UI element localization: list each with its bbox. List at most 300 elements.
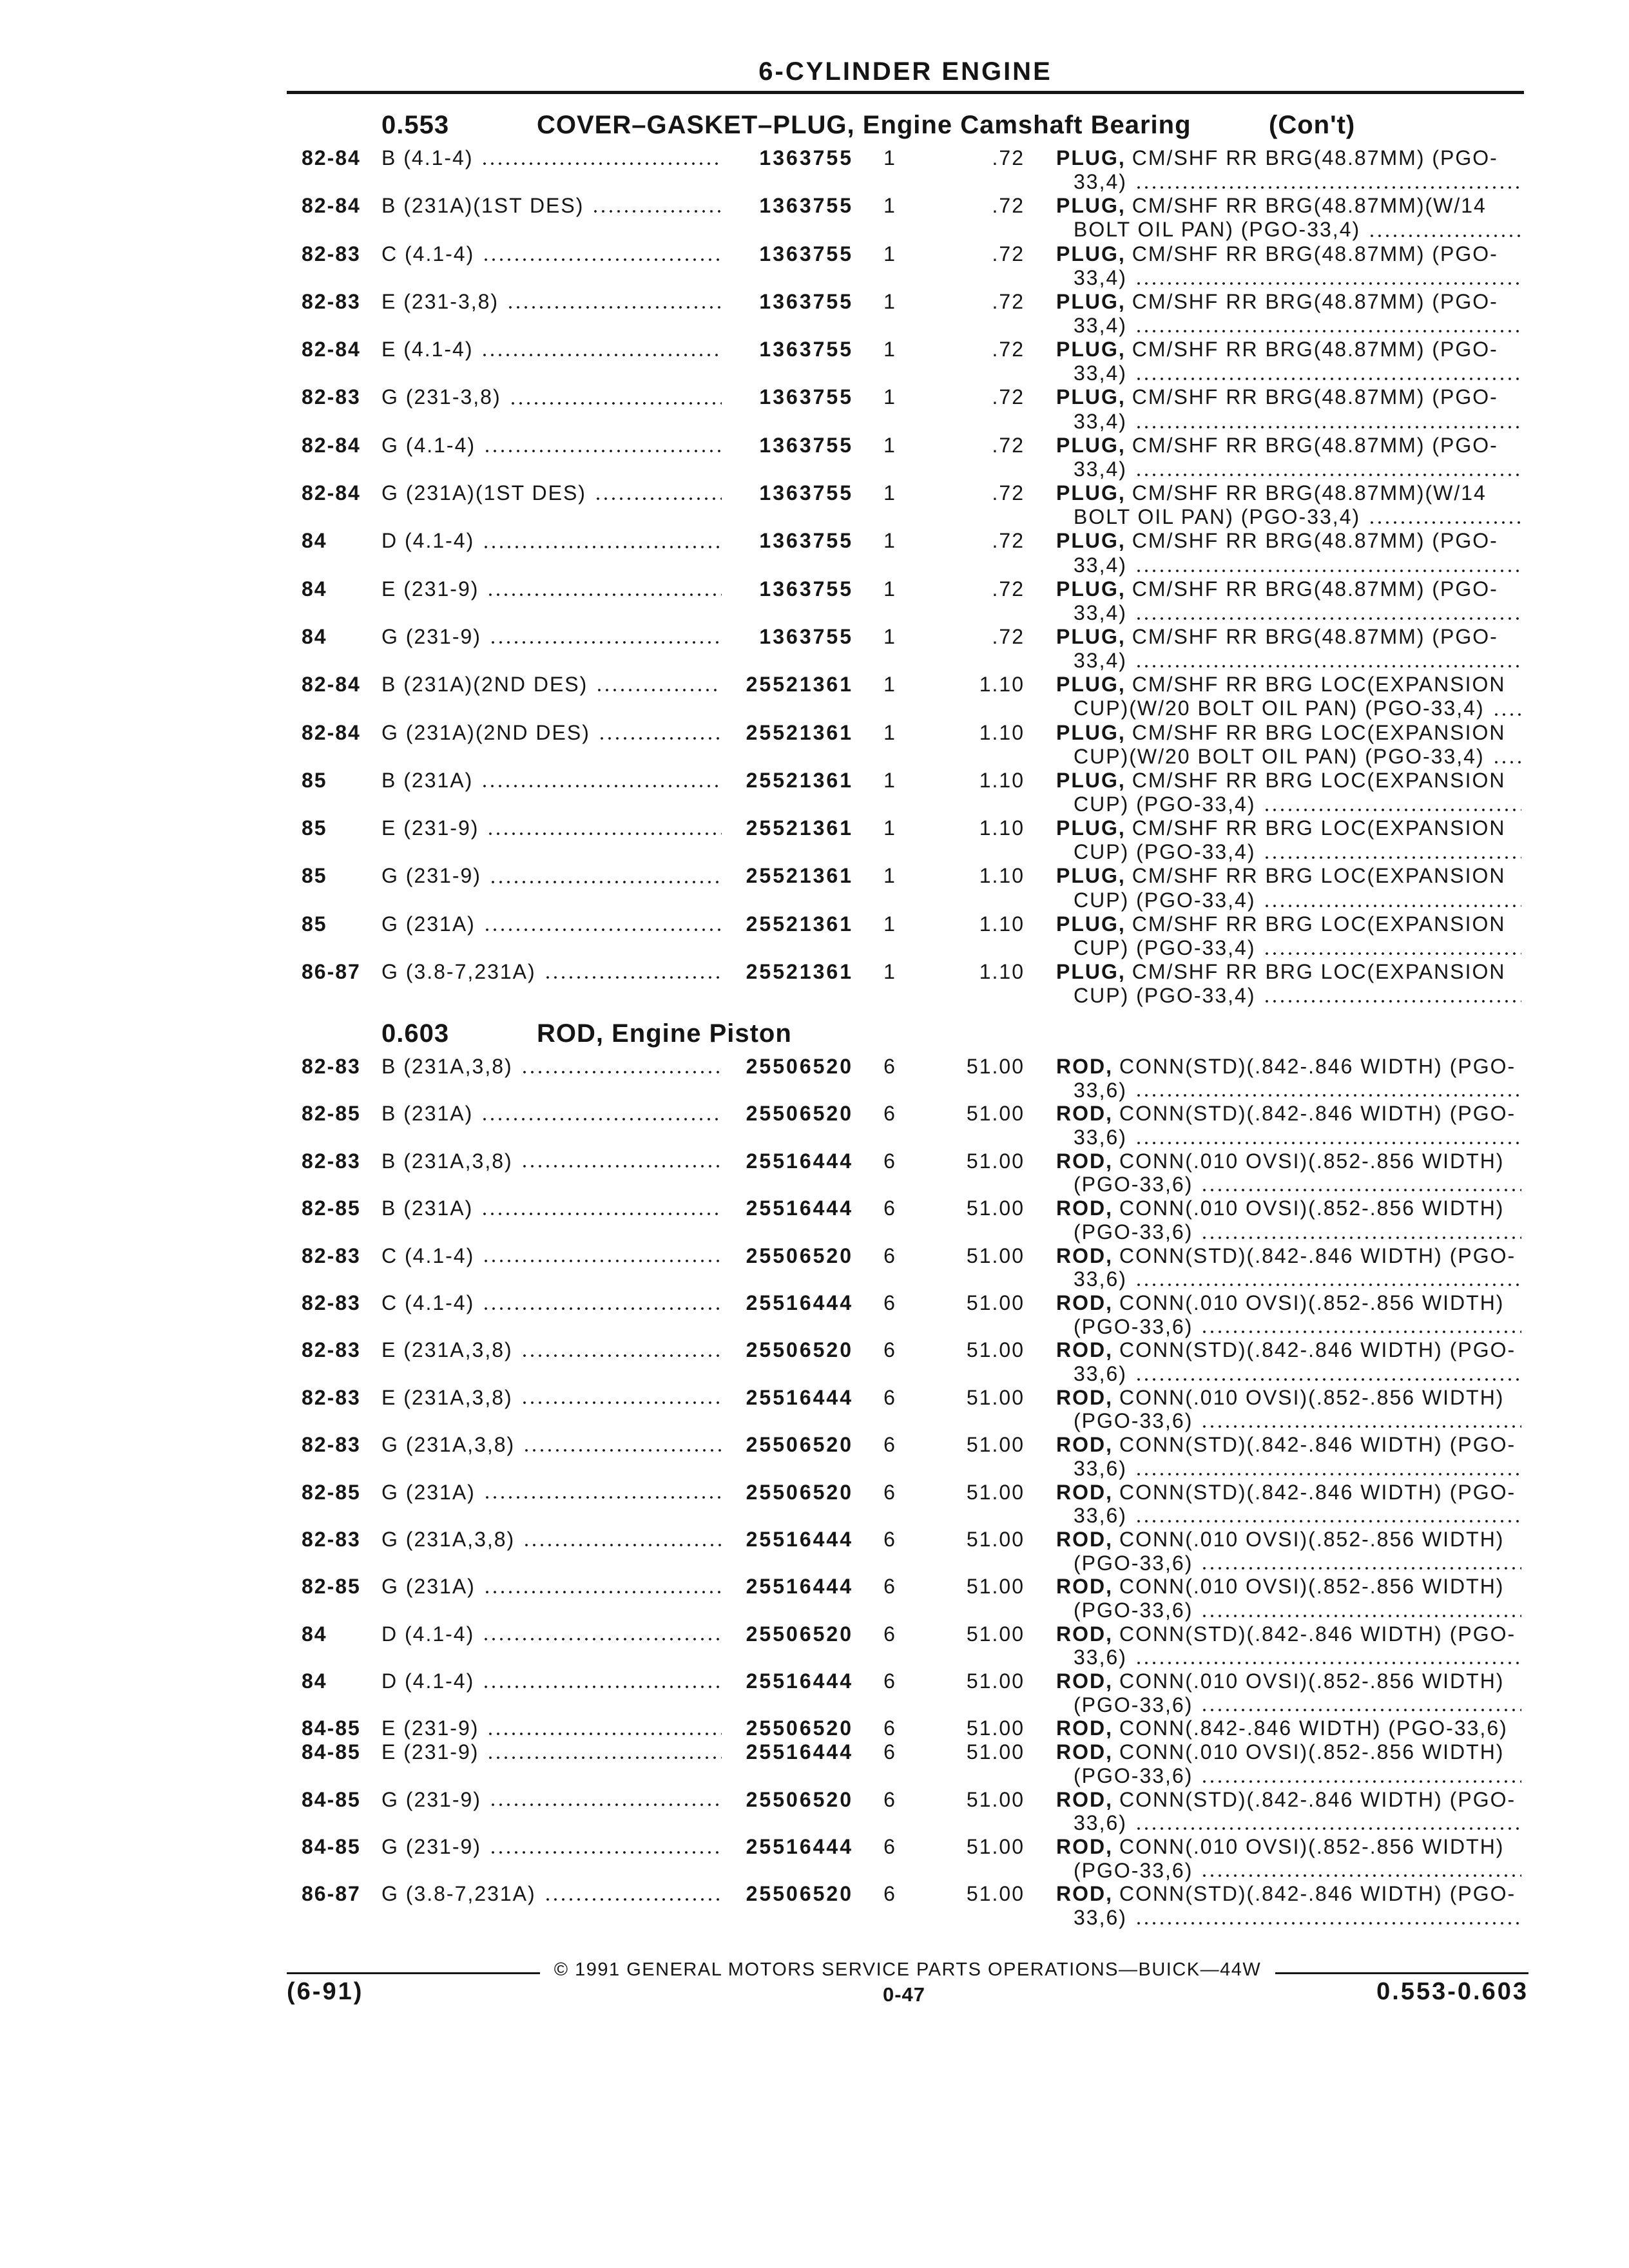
description-noun: PLUG, (1056, 194, 1126, 218)
description-line-2 (1056, 457, 1521, 481)
years-cell: 84 (302, 624, 327, 648)
table-row (0, 673, 1629, 720)
description-line-1 (1056, 1575, 1521, 1599)
model-cell (381, 1386, 722, 1410)
description-noun: PLUG, (1056, 529, 1126, 553)
model-cell (381, 1433, 722, 1457)
description (1056, 864, 1521, 912)
price: 51.00 (966, 1196, 1025, 1220)
description-noun: ROD, (1056, 1149, 1113, 1173)
description-text: CM/SHF RR BRG LOC(EXPANSION (1132, 768, 1506, 792)
dot-leader (1492, 713, 1521, 716)
description-continuation: (PGO-33,6) (1074, 1314, 1193, 1338)
description-line-1 (1056, 290, 1521, 314)
part-number: 25506520 (746, 1622, 853, 1646)
model-cell (381, 721, 722, 745)
description-noun: PLUG, (1056, 385, 1126, 409)
description-line-2 (1056, 1646, 1521, 1669)
dot-leader (1263, 904, 1521, 908)
model-text: B (231A)(2ND DES) (381, 673, 588, 697)
description (1056, 1740, 1521, 1787)
model-cell (381, 242, 722, 266)
model-text: B (231A) (381, 1102, 474, 1126)
table-row (0, 912, 1629, 960)
years-cell: 85 (302, 864, 327, 888)
model-text: E (231-9) (381, 816, 479, 840)
dot-leader (483, 1495, 722, 1499)
description-line-1 (1056, 1622, 1521, 1646)
table-row (0, 1102, 1629, 1149)
dot-leader (1135, 1283, 1521, 1287)
description-text: CM/SHF RR BRG(48.87MM) (PGO- (1132, 242, 1498, 265)
description-text: CM/SHF RR BRG(48.87MM) (PGO- (1132, 385, 1498, 409)
model-text: C (4.1-4) (381, 242, 475, 265)
description-noun: PLUG, (1056, 768, 1126, 792)
table-row (0, 1788, 1629, 1835)
description-text: CM/SHF RR BRG(48.87MM)(W/14 (1132, 481, 1487, 505)
price: 51.00 (966, 1716, 1025, 1740)
quantity: 6 (883, 1433, 896, 1457)
price: 1.10 (979, 673, 1025, 697)
part-number: 25521361 (746, 912, 853, 936)
years-cell: 84-85 (302, 1716, 361, 1740)
description-line-2 (1056, 793, 1521, 816)
description (1056, 1788, 1521, 1835)
table-row (0, 1740, 1629, 1787)
dot-leader (487, 593, 722, 597)
dot-leader (1492, 760, 1521, 764)
description-line-2 (1056, 1079, 1521, 1102)
table-row (0, 1149, 1629, 1196)
description-text: CM/SHF RR BRG LOC(EXPANSION (1132, 960, 1506, 984)
description-continuation: 33,4) (1074, 361, 1127, 385)
price: .72 (992, 624, 1025, 648)
description-text: CONN(STD)(.842-.846 WIDTH) (PGO- (1119, 1055, 1516, 1078)
description (1056, 1528, 1521, 1575)
description-text: CONN(STD)(.842-.846 WIDTH) (PGO- (1119, 1338, 1516, 1362)
table-row (0, 242, 1629, 290)
table-row (0, 146, 1629, 194)
dot-leader (487, 1756, 722, 1760)
table-row (0, 1622, 1629, 1669)
model-cell (381, 673, 722, 697)
description-noun: ROD, (1056, 1527, 1113, 1551)
table-row (0, 529, 1629, 577)
years-cell: 84 (302, 529, 327, 553)
years-cell: 82-84 (302, 338, 361, 361)
price: 51.00 (966, 1102, 1025, 1126)
model-cell (381, 1528, 722, 1552)
description-line-2 (1056, 1267, 1521, 1291)
description-noun: PLUG, (1056, 960, 1126, 984)
years-cell: 82-83 (302, 1527, 361, 1551)
dot-leader (1135, 329, 1521, 333)
description-continuation: (PGO-33,6) (1074, 1173, 1193, 1196)
dot-leader (482, 1307, 722, 1311)
model-text: E (231A,3,8) (381, 1385, 513, 1409)
model-cell (381, 1338, 722, 1362)
model-text: G (3.8-7,231A) (381, 1882, 536, 1906)
description-continuation: CUP)(W/20 BOLT OIL PAN) (PGO-33,4) (1074, 744, 1485, 768)
table-row (0, 1433, 1629, 1480)
model-text: G (231A) (381, 1575, 476, 1599)
quantity: 1 (883, 481, 896, 505)
dot-leader (1135, 282, 1521, 285)
description (1056, 1102, 1521, 1149)
dot-leader (1135, 569, 1521, 573)
description-text: CM/SHF RR BRG LOC(EXPANSION (1132, 912, 1506, 936)
part-number: 25516444 (746, 1575, 853, 1599)
dot-leader (521, 1354, 722, 1358)
description-continuation: 33,4) (1074, 601, 1127, 624)
quantity: 1 (883, 816, 896, 840)
price: 1.10 (979, 720, 1025, 744)
part-number: 25516444 (746, 1149, 853, 1173)
quantity: 1 (883, 289, 896, 313)
price: 51.00 (966, 1740, 1025, 1764)
model-cell (381, 434, 722, 457)
description-continuation: BOLT OIL PAN) (PGO-33,4) (1074, 505, 1361, 529)
description-line-1 (1056, 1338, 1521, 1362)
model-text: G (231A,3,8) (381, 1527, 516, 1551)
price: 51.00 (966, 1433, 1025, 1457)
model-cell (381, 481, 722, 505)
quantity: 6 (883, 1244, 896, 1267)
description-text: CONN(.010 OVSI)(.852-.856 WIDTH) (1119, 1291, 1505, 1314)
description-noun: PLUG, (1056, 624, 1126, 648)
dot-leader (1135, 1472, 1521, 1476)
price: 51.00 (966, 1055, 1025, 1078)
years-cell: 82-84 (302, 194, 361, 218)
model-cell (381, 625, 722, 649)
price: .72 (992, 289, 1025, 313)
quantity: 1 (883, 433, 896, 457)
description-line-1 (1056, 1716, 1521, 1740)
model-text: B (4.1-4) (381, 146, 474, 169)
dot-leader (481, 784, 722, 788)
price: .72 (992, 433, 1025, 457)
years-cell: 84 (302, 1669, 327, 1693)
price: 1.10 (979, 816, 1025, 840)
description-noun: PLUG, (1056, 577, 1126, 601)
copyright-notice: © 1991 GENERAL MOTORS SERVICE PARTS OPERATIONS—BUICK—44W (554, 1959, 1262, 1980)
footer-rule-right (1275, 1972, 1528, 1974)
description-continuation: (PGO-33,6) (1074, 1598, 1193, 1622)
description-text: CONN(.010 OVSI)(.852-.856 WIDTH) (1119, 1527, 1505, 1551)
description-noun: PLUG, (1056, 864, 1126, 888)
price: 51.00 (966, 1787, 1025, 1811)
description (1056, 625, 1521, 673)
description (1056, 1835, 1521, 1882)
years-cell: 82-84 (302, 720, 361, 744)
description (1056, 673, 1521, 720)
years-cell: 86-87 (302, 960, 361, 984)
model-cell (381, 577, 722, 601)
description-noun: ROD, (1056, 1196, 1113, 1220)
description-line-1 (1056, 1386, 1521, 1410)
model-cell (381, 1196, 722, 1220)
dot-leader (1200, 1874, 1521, 1878)
quantity: 1 (883, 338, 896, 361)
part-number: 25516444 (746, 1196, 853, 1220)
price: .72 (992, 481, 1025, 505)
model-cell (381, 912, 722, 936)
dot-leader (481, 1117, 722, 1121)
years-cell: 82-84 (302, 673, 361, 697)
quantity: 1 (883, 960, 896, 984)
description-noun: ROD, (1056, 1575, 1113, 1599)
description (1056, 1055, 1521, 1102)
description-line-2 (1056, 314, 1521, 338)
page-header-title: 6-CYLINDER ENGINE (758, 57, 1052, 86)
model-cell (381, 1481, 722, 1504)
section-range: 0.553-0.603 (1376, 1978, 1528, 2005)
description-text: CONN(STD)(.842-.846 WIDTH) (PGO- (1119, 1433, 1516, 1457)
description-text: CM/SHF RR BRG(48.87MM) (PGO- (1132, 624, 1498, 648)
description-line-1 (1056, 434, 1521, 457)
quantity: 1 (883, 624, 896, 648)
price: 51.00 (966, 1291, 1025, 1314)
part-number: 1363755 (759, 146, 853, 169)
part-number: 25521361 (746, 864, 853, 888)
price: 1.10 (979, 864, 1025, 888)
header-rule (287, 91, 1524, 94)
description-line-1 (1056, 721, 1521, 745)
years-cell: 85 (302, 912, 327, 936)
model-text: C (4.1-4) (381, 1244, 475, 1267)
description-line-2 (1056, 1457, 1521, 1481)
description-line-1 (1056, 1528, 1521, 1552)
dot-leader (482, 1259, 722, 1263)
part-number: 25521361 (746, 673, 853, 697)
dot-leader (1135, 473, 1521, 477)
dot-leader (1200, 1708, 1521, 1712)
model-text: G (231-9) (381, 624, 481, 648)
part-number: 1363755 (759, 624, 853, 648)
description-text: CM/SHF RR BRG(48.87MM) (PGO- (1132, 577, 1498, 601)
description-line-2 (1056, 840, 1521, 864)
description-line-2 (1056, 505, 1521, 529)
description-noun: PLUG, (1056, 481, 1126, 505)
dot-leader (1200, 1614, 1521, 1618)
description-continuation: 33,6) (1074, 1456, 1127, 1480)
description-line-2 (1056, 1504, 1521, 1528)
model-text: E (4.1-4) (381, 338, 474, 361)
description-noun: PLUG, (1056, 433, 1126, 457)
dot-leader (1200, 1780, 1521, 1783)
quantity: 1 (883, 768, 896, 792)
table-row (0, 816, 1629, 864)
quantity: 1 (883, 720, 896, 744)
years-cell: 82-85 (302, 1102, 361, 1126)
model-text: B (231A) (381, 768, 474, 792)
part-number: 25506520 (746, 1338, 853, 1362)
description-line-1 (1056, 146, 1521, 170)
price: 51.00 (966, 1338, 1025, 1362)
description (1056, 338, 1521, 385)
description-text: CONN(.010 OVSI)(.852-.856 WIDTH) (1119, 1575, 1505, 1599)
description (1056, 385, 1521, 433)
description-text: CM/SHF RR BRG(48.87MM) (PGO- (1132, 338, 1498, 361)
model-text: B (231A,3,8) (381, 1149, 513, 1173)
price: 51.00 (966, 1669, 1025, 1693)
description-line-1 (1056, 864, 1521, 888)
part-number: 1363755 (759, 481, 853, 505)
dot-leader (483, 928, 722, 932)
description (1056, 1149, 1521, 1196)
table-row (0, 769, 1629, 816)
description (1056, 1669, 1521, 1716)
description-noun: PLUG, (1056, 338, 1126, 361)
description (1056, 434, 1521, 481)
description-continuation: 33,4) (1074, 170, 1127, 194)
table-row (0, 864, 1629, 912)
description-continuation: (PGO-33,6) (1074, 1858, 1193, 1882)
description-line-1 (1056, 1196, 1521, 1220)
table-row (0, 290, 1629, 338)
table-row (0, 1244, 1629, 1291)
part-number: 25516444 (746, 1669, 853, 1693)
table-row (0, 1882, 1629, 1929)
model-cell (381, 769, 722, 793)
table-row (0, 385, 1629, 433)
years-cell: 86-87 (302, 1882, 361, 1906)
description-text: CONN(STD)(.842-.846 WIDTH) (PGO- (1119, 1787, 1516, 1811)
model-text: E (231-9) (381, 1716, 479, 1740)
description-text: CM/SHF RR BRG(48.87MM) (PGO- (1132, 289, 1498, 313)
description-line-2 (1056, 697, 1521, 720)
dot-leader (1135, 1661, 1521, 1665)
description-line-2 (1056, 1173, 1521, 1196)
description (1056, 1338, 1521, 1385)
table-row (0, 1575, 1629, 1622)
price: .72 (992, 577, 1025, 601)
description-text: CONN(STD)(.842-.846 WIDTH) (PGO- (1119, 1882, 1516, 1906)
description-text: CONN(.842-.846 WIDTH) (PGO-33,6) (1119, 1716, 1508, 1740)
years-cell: 82-85 (302, 1480, 361, 1504)
dot-leader (482, 1637, 722, 1641)
price: .72 (992, 338, 1025, 361)
years-cell: 85 (302, 768, 327, 792)
table-row (0, 1386, 1629, 1433)
part-number: 1363755 (759, 194, 853, 218)
description-line-2 (1056, 889, 1521, 912)
years-cell: 85 (302, 816, 327, 840)
description-continuation: 33,6) (1074, 1126, 1127, 1149)
description-noun: PLUG, (1056, 242, 1126, 265)
quantity: 6 (883, 1196, 896, 1220)
description-line-2 (1056, 266, 1521, 290)
price: 51.00 (966, 1527, 1025, 1551)
description-line-2 (1056, 936, 1521, 960)
model-text: E (231-3,8) (381, 289, 499, 313)
part-number: 25521361 (746, 720, 853, 744)
description-continuation: (PGO-33,6) (1074, 1551, 1193, 1575)
description-line-1 (1056, 912, 1521, 936)
years-cell: 82-83 (302, 1338, 361, 1362)
parts-table (0, 146, 1629, 1008)
dot-leader (523, 1543, 722, 1547)
part-number: 25506520 (746, 1787, 853, 1811)
part-number: 25516444 (746, 1527, 853, 1551)
model-cell (381, 816, 722, 840)
part-number: 1363755 (759, 385, 853, 409)
parts-table (0, 1055, 1629, 1930)
years-cell: 84 (302, 577, 327, 601)
description (1056, 1244, 1521, 1291)
years-cell: 82-83 (302, 1055, 361, 1078)
price: .72 (992, 194, 1025, 218)
price: 1.10 (979, 768, 1025, 792)
description-noun: PLUG, (1056, 816, 1126, 840)
description-continuation: 33,6) (1074, 1362, 1127, 1386)
dot-leader (1135, 1519, 1521, 1523)
dot-leader (1263, 999, 1521, 1003)
quantity: 1 (883, 529, 896, 553)
quantity: 1 (883, 194, 896, 218)
description (1056, 146, 1521, 194)
description-noun: PLUG, (1056, 146, 1126, 169)
description-line-2 (1056, 1552, 1521, 1575)
description-line-2 (1056, 1764, 1521, 1788)
table-row (0, 194, 1629, 242)
model-cell (381, 1102, 722, 1126)
price: .72 (992, 385, 1025, 409)
part-number: 25521361 (746, 960, 853, 984)
description-line-1 (1056, 1882, 1521, 1906)
quantity: 6 (883, 1338, 896, 1362)
description-continuation: 33,4) (1074, 649, 1127, 673)
description-line-2 (1056, 1126, 1521, 1149)
price: 51.00 (966, 1385, 1025, 1409)
dot-leader (487, 832, 722, 836)
table-row (0, 1338, 1629, 1385)
description-text: CM/SHF RR BRG LOC(EXPANSION (1132, 816, 1506, 840)
description-continuation: 33,4) (1074, 409, 1127, 433)
part-number: 1363755 (759, 577, 853, 601)
dot-leader (482, 1685, 722, 1689)
model-text: G (231A,3,8) (381, 1433, 516, 1457)
description-text: CONN(STD)(.842-.846 WIDTH) (PGO- (1119, 1244, 1516, 1267)
years-cell: 84 (302, 1622, 327, 1646)
description-continuation: 33,6) (1074, 1646, 1127, 1669)
part-number: 25506520 (746, 1055, 853, 1078)
years-cell: 84-85 (302, 1740, 361, 1764)
description-noun: ROD, (1056, 1244, 1113, 1267)
description-line-1 (1056, 1102, 1521, 1126)
model-text: D (4.1-4) (381, 529, 475, 553)
dot-leader (1200, 1236, 1521, 1240)
description-continuation: CUP)(W/20 BOLT OIL PAN) (PGO-33,4) (1074, 697, 1485, 720)
quantity: 1 (883, 146, 896, 169)
section-name: COVER–GASKET–PLUG, Engine Camshaft Bearing (537, 111, 1191, 139)
dot-leader (1135, 1921, 1521, 1925)
description-line-1 (1056, 481, 1521, 505)
description-line-1 (1056, 194, 1521, 218)
table-row (0, 481, 1629, 529)
dot-leader (1263, 856, 1521, 860)
price: 51.00 (966, 1622, 1025, 1646)
quantity: 6 (883, 1055, 896, 1078)
dot-leader (483, 449, 722, 453)
description (1056, 1882, 1521, 1929)
description-line-1 (1056, 1835, 1521, 1859)
part-number: 25516444 (746, 1740, 853, 1764)
quantity: 6 (883, 1480, 896, 1504)
part-number: 1363755 (759, 433, 853, 457)
dot-leader (1200, 1330, 1521, 1334)
part-number: 25516444 (746, 1834, 853, 1858)
